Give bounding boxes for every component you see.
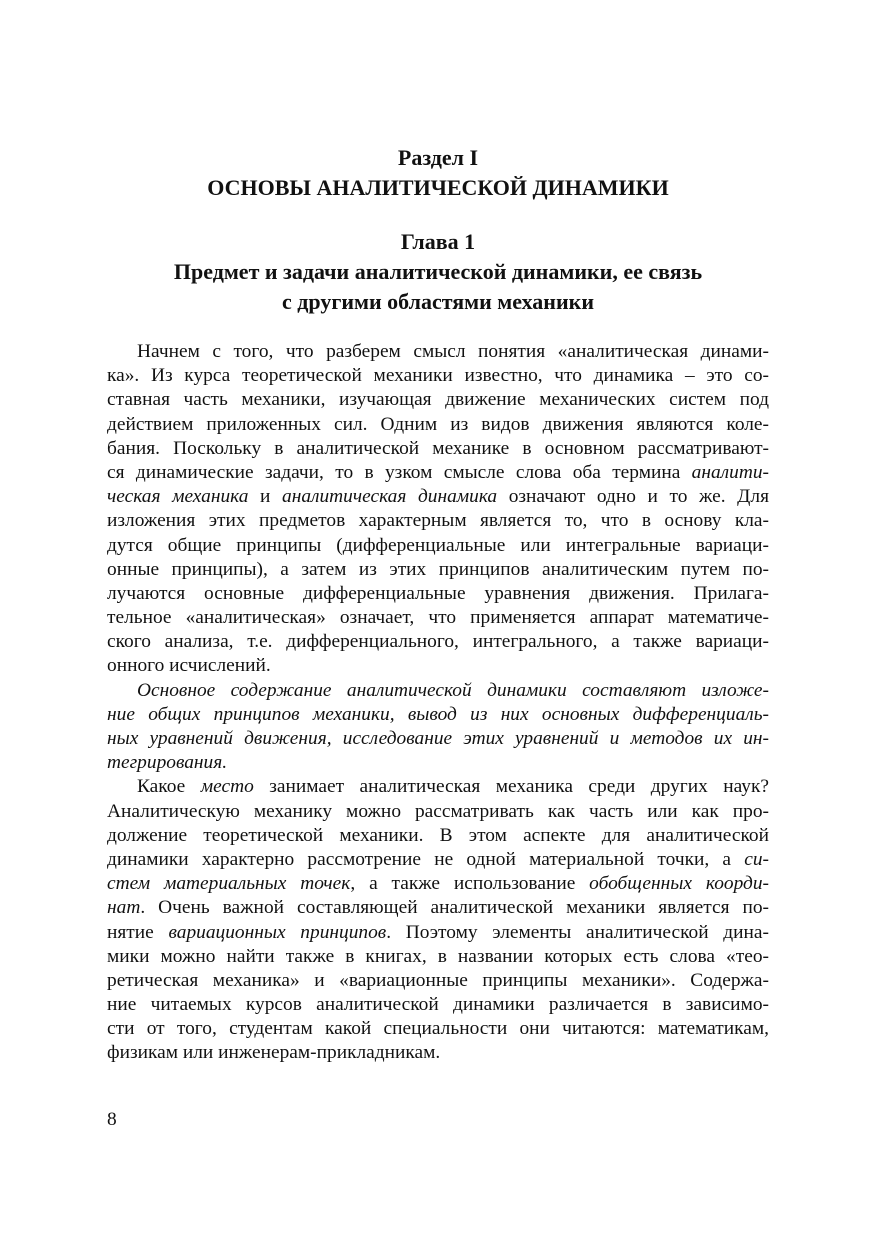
paragraph-2-italic: [107, 679, 769, 776]
text-run: Какое: [137, 776, 201, 798]
text-line: [107, 872, 769, 896]
chapter-heading: [107, 227, 769, 317]
text-line: тегрирования.: [107, 752, 228, 774]
text-run: . Очень важной составляющей аналитической механики является по-: [140, 897, 769, 919]
italic-term: место: [200, 776, 254, 798]
text-line: ние общих принципов механики, вывод из них основных дифференциаль-: [107, 703, 769, 725]
section-title: ОСНОВЫ АНАЛИТИЧЕСКОЙ ДИНАМИКИ: [207, 175, 669, 200]
text-run: ся динамические задачи, то в узком смысле слова оба термина: [107, 461, 692, 483]
text-line: изложения этих предметов характерным является то, что в основу кла-: [107, 510, 769, 532]
text-line: ка». Из курса теоретической механики известно, что динамика – это со-: [107, 365, 769, 387]
text-line: ретическая механика» и «вариационные принципы механики». Содержа-: [107, 969, 769, 991]
paragraph-3: [107, 775, 769, 1065]
text-run: . Поэтому элементы аналитической дина-: [386, 921, 769, 943]
text-line: онные принципы), а затем из этих принципов аналитическим путем по-: [107, 558, 769, 580]
italic-term: аналитическая динамика: [282, 486, 498, 508]
section-label: Раздел I: [397, 145, 479, 170]
text-run: нятие: [107, 921, 169, 943]
text-line: ского анализа, т.е. дифференциального, интегрального, а также вариаци-: [107, 631, 769, 653]
chapter-title-line-1: Предмет и задачи аналитической динамики, ее связь: [173, 259, 703, 284]
text-line: [107, 848, 769, 872]
italic-term: аналити-: [691, 461, 769, 483]
text-run: , а также использование: [350, 873, 590, 895]
text-line: онного исчислений.: [107, 655, 271, 677]
page-number: 8: [107, 1109, 117, 1130]
text-line: [107, 896, 769, 920]
text-line: ставная часть механики, изучающая движение механических систем под: [107, 389, 769, 411]
text-line: ных уравнений движения, исследование этих уравнений и методов их ин-: [107, 728, 769, 749]
italic-term: вариационных принципов: [168, 921, 387, 943]
text-line: дутся общие принципы (дифференциальные или интегральные вариаци-: [107, 534, 769, 556]
book-page: [107, 0, 769, 1240]
text-line: Начнем с того, что разберем смысл понятия «аналитическая динами-: [137, 341, 769, 362]
text-line: [107, 921, 769, 945]
italic-term: ческая механика: [107, 486, 249, 508]
text-line: сти от того, студентам какой специальности они читаются: математикам,: [107, 1018, 769, 1040]
text-line: физикам или инженерам-прикладникам.: [107, 1042, 441, 1064]
text-line: [107, 775, 769, 799]
italic-term: обобщенных коорди-: [589, 873, 769, 895]
italic-term: нат: [107, 897, 141, 919]
text-line: ние читаемых курсов аналитической динамики различается в зависимо-: [107, 994, 769, 1016]
text-line: действием приложенных сил. Одним из видов движения являются коле-: [107, 413, 769, 435]
text-line: лучаются основные дифференциальные уравнения движения. Прилага-: [107, 582, 769, 604]
text-line: [107, 485, 769, 509]
chapter-label: Глава 1: [400, 229, 476, 254]
text-line: [107, 461, 769, 485]
section-heading: [107, 143, 769, 203]
text-run: и: [248, 486, 282, 508]
text-line: тельное «аналитическая» означает, что применяется аппарат математиче-: [107, 607, 769, 629]
text-line: мики можно найти также в книгах, в названии которых есть слова «тео-: [107, 945, 769, 967]
body-text: [107, 340, 769, 1066]
text-line: Основное содержание аналитической динамики составляют изложе-: [137, 679, 769, 701]
text-line: должение теоретической механики. В этом аспекте для аналитической: [107, 824, 769, 846]
italic-term: си-: [744, 848, 769, 870]
text-run: означают одно и то же. Для: [497, 486, 769, 508]
text-run: занимает аналитическая механика среди других наук?: [253, 776, 769, 798]
text-run: динамики характерно рассмотрение не одной материальной точки, а: [107, 848, 745, 870]
paragraph-1: [107, 340, 769, 679]
text-line: бания. Поскольку в аналитической механике в основном рассматривают-: [107, 437, 769, 459]
chapter-title-line-2: с другими областями механики: [281, 289, 595, 314]
italic-term: стем материальных точек: [107, 873, 351, 895]
text-line: Аналитическую механику можно рассматривать как часть или как про-: [107, 800, 769, 822]
